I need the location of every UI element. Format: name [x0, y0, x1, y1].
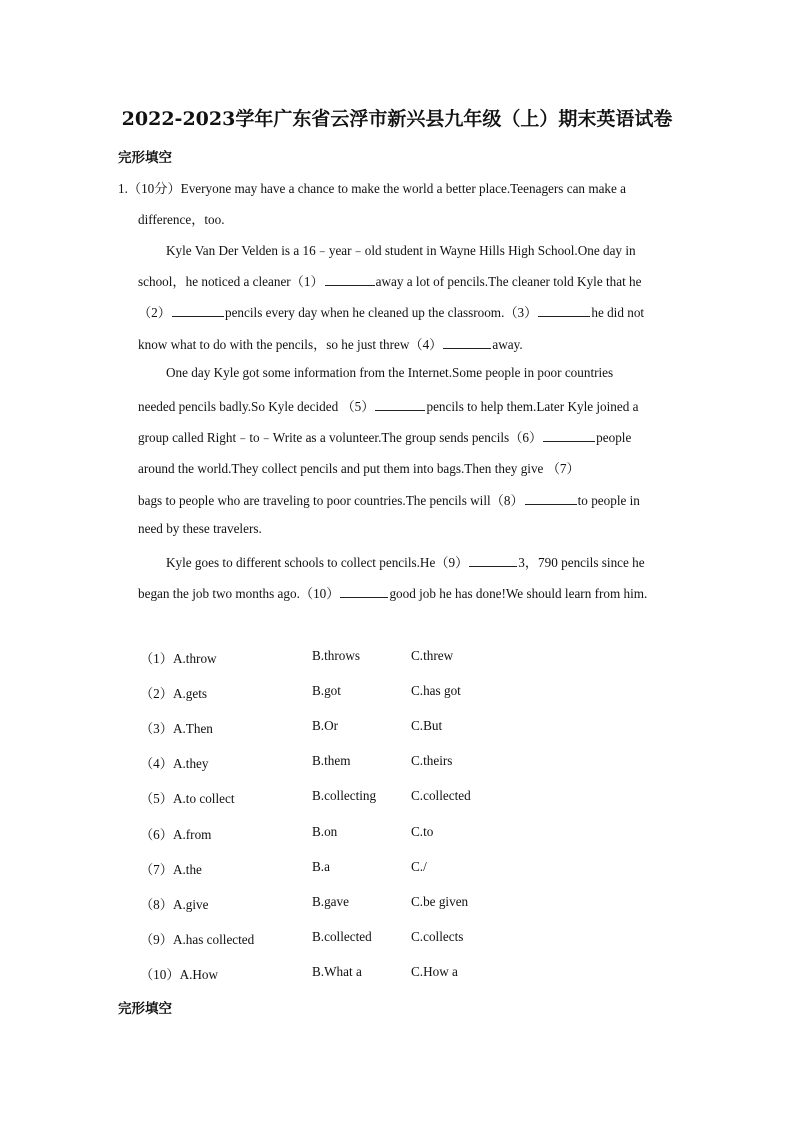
option-row	[140, 964, 218, 983]
passage-line: difference，too.	[138, 212, 225, 227]
passage-text: needed pencils badly.So Kyle decided （5）	[138, 399, 375, 414]
passage-line	[166, 552, 645, 571]
option-c[interactable]: C.be given	[411, 894, 469, 909]
option-b[interactable]: B.gave	[312, 894, 349, 909]
option-number: （9）	[140, 932, 173, 947]
passage-text: group called Right﹣to﹣Write as a volunteer.The group sends pencils（6）	[138, 430, 543, 445]
option-a[interactable]: A.from	[172, 827, 212, 842]
option-row	[140, 788, 235, 807]
passage-text: pencils every day when he cleaned up the classroom.（3）	[224, 305, 538, 320]
option-a[interactable]: A.give	[172, 897, 209, 912]
passage-line: Kyle Van Der Velden is a 16﹣year﹣old student in Wayne Hills High School.One day in	[166, 243, 636, 258]
option-a[interactable]: A.they	[172, 756, 209, 771]
option-b[interactable]: B.a	[312, 859, 330, 874]
passage-text: pencils to help them.Later Kyle joined a	[426, 399, 639, 414]
passage-text: bags to people who are traveling to poor countries.The pencils will（8）	[138, 493, 524, 508]
option-a[interactable]: A.the	[172, 862, 202, 877]
option-b[interactable]: B.them	[312, 753, 351, 768]
option-row	[140, 753, 209, 772]
option-number: （10）	[140, 967, 180, 982]
option-b[interactable]: B.got	[312, 683, 341, 698]
passage-line	[138, 334, 523, 353]
option-b[interactable]: B.throws	[312, 648, 360, 663]
passage-line	[138, 583, 647, 602]
option-row	[140, 718, 213, 737]
blank-8[interactable]	[525, 492, 577, 505]
option-a[interactable]: A.to collect	[172, 791, 235, 806]
passage-line: around the world.They collect pencils and put them into bags.Then they give （7）	[138, 461, 580, 476]
blank-3[interactable]	[538, 304, 590, 317]
blank-5[interactable]	[375, 398, 425, 411]
passage-text: people	[596, 430, 632, 445]
blank-2[interactable]	[172, 304, 224, 317]
passage-text: 3，790 pencils since he	[518, 555, 645, 570]
option-a[interactable]: A.gets	[172, 686, 208, 701]
passage-text: know what to do with the pencils，so he just threw（4）	[138, 337, 443, 352]
question-score: （10分）	[127, 181, 181, 196]
question-header	[118, 178, 626, 197]
option-c[interactable]: C.How a	[411, 964, 458, 979]
option-row	[140, 683, 207, 702]
option-number: （2）	[140, 686, 173, 701]
option-b[interactable]: B.collecting	[312, 788, 377, 803]
passage-text: to people in	[577, 493, 640, 508]
blank-6[interactable]	[543, 429, 595, 442]
passage-line	[138, 302, 644, 321]
page-title: 2022-2023学年广东省云浮市新兴县九年级（上）期末英语试卷	[121, 108, 673, 130]
section-heading-2: 完形填空	[118, 1001, 172, 1017]
option-row	[140, 648, 217, 667]
option-number: （7）	[140, 862, 173, 877]
passage-line	[138, 490, 640, 509]
option-b[interactable]: B.collected	[312, 929, 372, 944]
option-a[interactable]: A.throw	[172, 651, 217, 666]
passage-line: need by these travelers.	[138, 521, 262, 536]
option-b[interactable]: B.What a	[312, 964, 362, 979]
option-row	[140, 929, 254, 948]
option-c[interactable]: C.has got	[411, 683, 461, 698]
passage-line: One day Kyle got some information from the Internet.Some people in poor countries	[166, 365, 614, 380]
option-number: （8）	[140, 897, 173, 912]
option-number: （4）	[140, 756, 173, 771]
option-b[interactable]: B.Or	[312, 718, 339, 733]
passage-text: Everyone may have a chance to make the world a better place.Teenagers can make a	[180, 181, 627, 196]
option-number: （1）	[140, 651, 173, 666]
option-c[interactable]: C.theirs	[411, 753, 453, 768]
option-a[interactable]: A.Then	[172, 721, 213, 736]
question-number: 1.	[118, 181, 128, 196]
blank-9[interactable]	[469, 554, 517, 567]
option-b[interactable]: B.on	[312, 824, 338, 839]
passage-line	[138, 271, 642, 290]
blank-10[interactable]	[340, 585, 388, 598]
option-row	[140, 859, 202, 878]
passage-text: Kyle goes to different schools to collect pencils.He（9）	[166, 555, 469, 570]
passage-text: away.	[492, 337, 523, 352]
option-c[interactable]: C.to	[411, 824, 434, 839]
blank-1[interactable]	[325, 273, 375, 286]
section-heading: 完形填空	[118, 150, 172, 166]
blank-4[interactable]	[443, 336, 491, 349]
passage-line	[138, 396, 639, 415]
option-a[interactable]: A.How	[179, 967, 219, 982]
option-number: （6）	[140, 827, 173, 842]
passage-text: school，he noticed a cleaner（1）	[138, 274, 324, 289]
passage-text: （2）	[138, 305, 171, 320]
passage-text: he did not	[591, 305, 645, 320]
passage-text: good job he has done!We should learn from him.	[389, 586, 648, 601]
option-a[interactable]: A.has collected	[172, 932, 255, 947]
option-c[interactable]: C.But	[411, 718, 443, 733]
option-c[interactable]: C.collected	[411, 788, 471, 803]
option-number: （3）	[140, 721, 173, 736]
option-c[interactable]: C./	[411, 859, 427, 874]
option-c[interactable]: C.threw	[411, 648, 454, 663]
option-number: （5）	[140, 791, 173, 806]
option-row	[140, 894, 209, 913]
option-row	[140, 824, 211, 843]
option-c[interactable]: C.collects	[411, 929, 464, 944]
passage-text: began the job two months ago.（10）	[138, 586, 340, 601]
passage-text: away a lot of pencils.The cleaner told Kyle that he	[375, 274, 642, 289]
passage-line	[138, 427, 631, 446]
